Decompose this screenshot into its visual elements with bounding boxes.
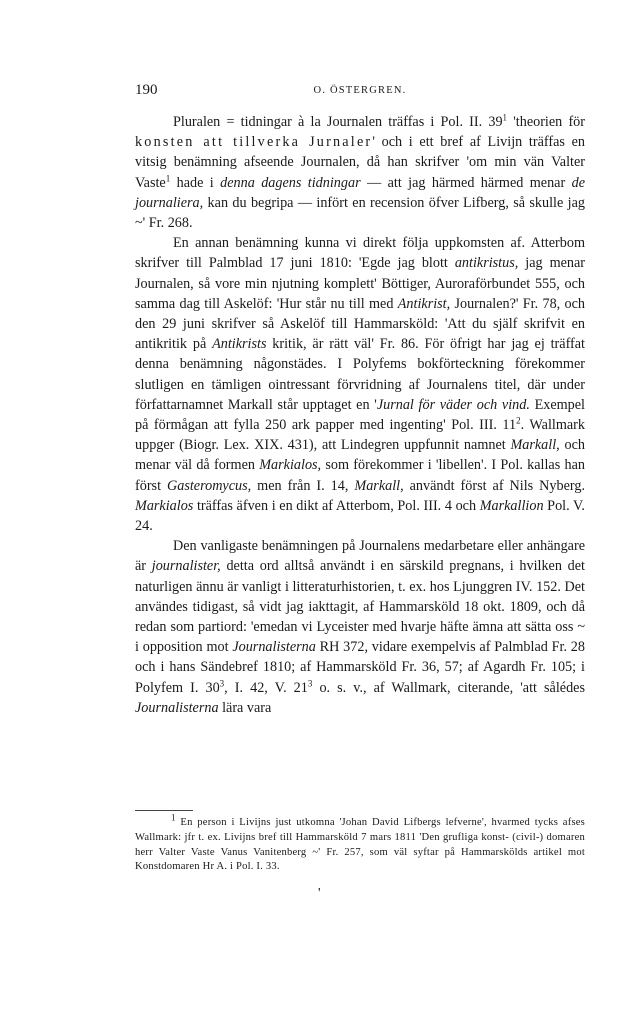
text-run: kritik, är rätt väl' Fr. 86. För öfrigt har jag ej träffat denna benämning någonstädes. I Polyfems bokförteckning förekommer slutligen en tämligen ointressant förvridning af Journalens titel, där under författarnamnet Markall står upptaget en ' <box>135 336 585 413</box>
footnote-paragraph <box>135 812 585 875</box>
text-run: Pol. V. 24. <box>135 497 585 535</box>
text-run: ' och i ett bref af Livijn träffas en vitsig benämning afseende Journalen, då han skrifver 'om min vän Valter Vaste <box>135 134 585 191</box>
italic-run: Markall, <box>354 477 404 494</box>
text-run: . Wallmark uppger (Biogr. Lex. XIX. 431), att Lindegren uppfunnit namnet <box>135 417 585 454</box>
text-run: RH 372, vidare exempelvis af Palmblad Fr. 28 och i hans Sändebref 1810; af Hammarsköld Fr. 36, 57; af Agardh Fr. 105; i Polyfem I. 30 <box>135 639 585 696</box>
text-run: Den vanligaste benämningen på Journalens medarbetare eller anhängare är <box>135 538 585 575</box>
text-run: Pluralen = tidningar à la Journalen träffas i Pol. II. 39 <box>173 114 503 130</box>
italic-run: Journalisterna <box>232 639 316 656</box>
italic-run: de journaliera, <box>135 174 585 211</box>
paragraph <box>135 233 585 536</box>
italic-run: Jurnal för väder och vind. <box>376 396 530 413</box>
text-run: lära vara <box>218 699 272 716</box>
text-run: jag menar Journalen, så vore min njutning komplett' Böttiger, Auroraförbundet 555, och samma dag till Askelöf: 'Hur står nu till med <box>135 255 586 312</box>
running-title: O. ÖSTERGREN. <box>313 85 407 96</box>
text-run: träffas äfven i en dikt af Atterbom, Pol. III. 4 och <box>193 497 480 514</box>
footnote-ref: 1 <box>502 112 508 123</box>
italic-run: Markall, <box>510 437 560 454</box>
text-run: Exempel på förmågan att fylla 250 ark papper med ingenting' Pol. III. 11 <box>135 396 585 434</box>
footnote-ref: 1 <box>171 812 176 823</box>
italic-run: Journalisterna <box>135 699 219 716</box>
page-number: 190 <box>135 82 158 98</box>
italic-run: denna dagens tidningar <box>220 174 361 191</box>
italic-run: Gasteromycus, <box>167 477 252 494</box>
footnote-ref: 3 <box>307 677 313 688</box>
text-run: — att jag härmed härmed menar <box>360 174 572 191</box>
text-run: Journalen?' Fr. 78, och den 29 juni skrifver så Askelöf till Hammarsköld: 'Att du själf skrifvit en antikritik på <box>135 295 586 353</box>
italic-run: antikristus, <box>454 255 519 272</box>
italic-run: Markialos, <box>259 457 322 474</box>
text-run: men från I. 14, <box>251 477 355 494</box>
text-run: som förekommer i 'libellen'. I Pol. kallas han först <box>135 457 585 494</box>
text-run: En annan benämning kunna vi direkt följa uppkomsten af. Atterbom skrifver till Palmblad 17 juni 1810: 'Egde jag blott <box>135 235 585 272</box>
text-run: användt först af Nils Nyberg. <box>403 477 585 494</box>
text-run: o. s. v., af Wallmark, citerande, 'att sålédes <box>312 679 585 696</box>
italic-run: journalister, <box>151 558 221 575</box>
footnote-ref: 2 <box>516 415 521 426</box>
body-text <box>135 112 585 718</box>
page-header <box>135 82 585 100</box>
text-run: hade i <box>170 174 221 191</box>
footnote <box>135 812 585 875</box>
page-bottom-mark: ' <box>318 886 321 901</box>
italic-run: Antikrists <box>212 336 267 353</box>
text-run: En person i Livijns just utkomna 'Johan David Lifbergs lefverne', hvarmed tycks afses Wallmark: jfr t. ex. Livijns bref till Hammarsköld 7 mars 1811 'Den grufliga konst- (civil-) domaren herr Valter Vaste Vanus Vanitenberg ~' Fr. 257, som väl syftar på Hammarskölds artikel mot Konstdomaren Hr A. i Pol. I. 33. <box>135 817 585 873</box>
text-run: 'theorien för <box>507 114 585 130</box>
paragraph <box>135 536 585 718</box>
footnote-ref: 1 <box>165 172 171 183</box>
italic-run: Markialos <box>135 497 194 514</box>
text-run: , I. 42, V. 21 <box>224 679 308 696</box>
italic-run: Markallion <box>479 497 544 514</box>
footnote-ref: 3 <box>219 677 225 688</box>
paragraph <box>135 112 585 233</box>
text-run: och menar väl då formen <box>135 437 585 474</box>
text-run: detta ord alltså användt i en särskild pregnans, i hvilken det naturligen ännu är vanligt i litteraturhistorien, t. ex. hos Ljunggren IV. 152. Det användes tidigast, så vidt jag iakttagit, af Hammarsköld 18 okt. 1809, och då redan som partiord: 'emedan vi Lyceister med hvarje häfte ämna att sätta oss ~ i opposition mot <box>135 558 585 656</box>
text-run: kan du begripa — infört en recension öfver Lifberg, så skulle jag ~' Fr. 268. <box>135 194 585 232</box>
footnote-rule <box>135 810 193 811</box>
spaced-run: konsten att tillverka Jurnaler <box>135 134 373 151</box>
italic-run: Antikrist, <box>397 295 451 312</box>
